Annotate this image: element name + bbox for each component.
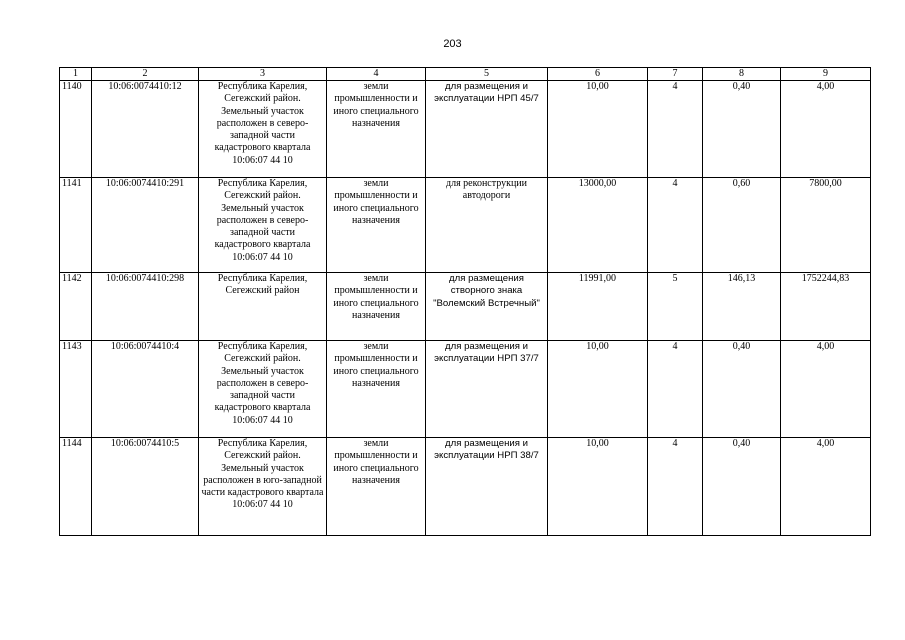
cadastral-value: 4,00 <box>781 438 871 536</box>
table-row <box>60 438 871 536</box>
land-plots-table <box>59 67 871 536</box>
plot-address: Республика Карелия, Сегежский район. Земельный участок расположен в юго-западной части кадастрового квартала 10:06:07 44 10 <box>199 438 327 536</box>
specific-value: 146,13 <box>703 273 781 341</box>
plot-area: 10,00 <box>548 438 648 536</box>
column-header-7: 7 <box>648 68 703 81</box>
row-number: 1140 <box>60 81 92 178</box>
plot-area: 10,00 <box>548 81 648 178</box>
cadastral-number: 10:06:0074410:5 <box>92 438 199 536</box>
column-header-5: 5 <box>426 68 548 81</box>
group-number: 4 <box>648 438 703 536</box>
cadastral-value: 4,00 <box>781 341 871 438</box>
plot-area: 11991,00 <box>548 273 648 341</box>
specific-value: 0,60 <box>703 178 781 273</box>
permitted-use: для размещения и эксплуатации НРП 38/7 <box>426 438 548 536</box>
specific-value: 0,40 <box>703 341 781 438</box>
permitted-use: для размещения створного знака "Волемский Встречный" <box>426 273 548 341</box>
row-number: 1141 <box>60 178 92 273</box>
column-header-8: 8 <box>703 68 781 81</box>
cadastral-value: 1752244,83 <box>781 273 871 341</box>
column-header-9: 9 <box>781 68 871 81</box>
cadastral-number: 10:06:0074410:298 <box>92 273 199 341</box>
plot-address: Республика Карелия, Сегежский район. Земельный участок расположен в северо-западной части кадастрового квартала 10:06:07 44 10 <box>199 178 327 273</box>
cadastral-number: 10:06:0074410:12 <box>92 81 199 178</box>
permitted-use: для размещения и эксплуатации НРП 37/7 <box>426 341 548 438</box>
group-number: 4 <box>648 341 703 438</box>
cadastral-value: 7800,00 <box>781 178 871 273</box>
land-category: земли промышленности и иного специального назначения <box>327 341 426 438</box>
column-header-2: 2 <box>92 68 199 81</box>
table-header <box>60 68 871 81</box>
plot-address: Республика Карелия, Сегежский район. Земельный участок расположен в северо-западной части кадастрового квартала 10:06:07 44 10 <box>199 81 327 178</box>
page-number: 203 <box>443 38 462 50</box>
row-number: 1142 <box>60 273 92 341</box>
land-category: земли промышленности и иного специального назначения <box>327 438 426 536</box>
column-header-1: 1 <box>60 68 92 81</box>
cadastral-number: 10:06:0074410:291 <box>92 178 199 273</box>
group-number: 4 <box>648 178 703 273</box>
column-header-4: 4 <box>327 68 426 81</box>
specific-value: 0,40 <box>703 81 781 178</box>
permitted-use: для размещения и эксплуатации НРП 45/7 <box>426 81 548 178</box>
table-body <box>60 81 871 536</box>
land-category: земли промышленности и иного специального назначения <box>327 81 426 178</box>
cadastral-number: 10:06:0074410:4 <box>92 341 199 438</box>
plot-address: Республика Карелия, Сегежский район <box>199 273 327 341</box>
plot-area: 13000,00 <box>548 178 648 273</box>
table-row <box>60 341 871 438</box>
column-header-6: 6 <box>548 68 648 81</box>
land-category: земли промышленности и иного специального назначения <box>327 178 426 273</box>
row-number: 1144 <box>60 438 92 536</box>
permitted-use: для реконструкции автодороги <box>426 178 548 273</box>
column-header-3: 3 <box>199 68 327 81</box>
group-number: 4 <box>648 81 703 178</box>
cadastral-value: 4,00 <box>781 81 871 178</box>
plot-address: Республика Карелия, Сегежский район. Земельный участок расположен в северо-западной части кадастрового квартала 10:06:07 44 10 <box>199 341 327 438</box>
row-number: 1143 <box>60 341 92 438</box>
plot-area: 10,00 <box>548 341 648 438</box>
group-number: 5 <box>648 273 703 341</box>
specific-value: 0,40 <box>703 438 781 536</box>
table-row <box>60 273 871 341</box>
table-row <box>60 81 871 178</box>
land-category: земли промышленности и иного специального назначения <box>327 273 426 341</box>
table-row <box>60 178 871 273</box>
header-row <box>60 68 871 81</box>
